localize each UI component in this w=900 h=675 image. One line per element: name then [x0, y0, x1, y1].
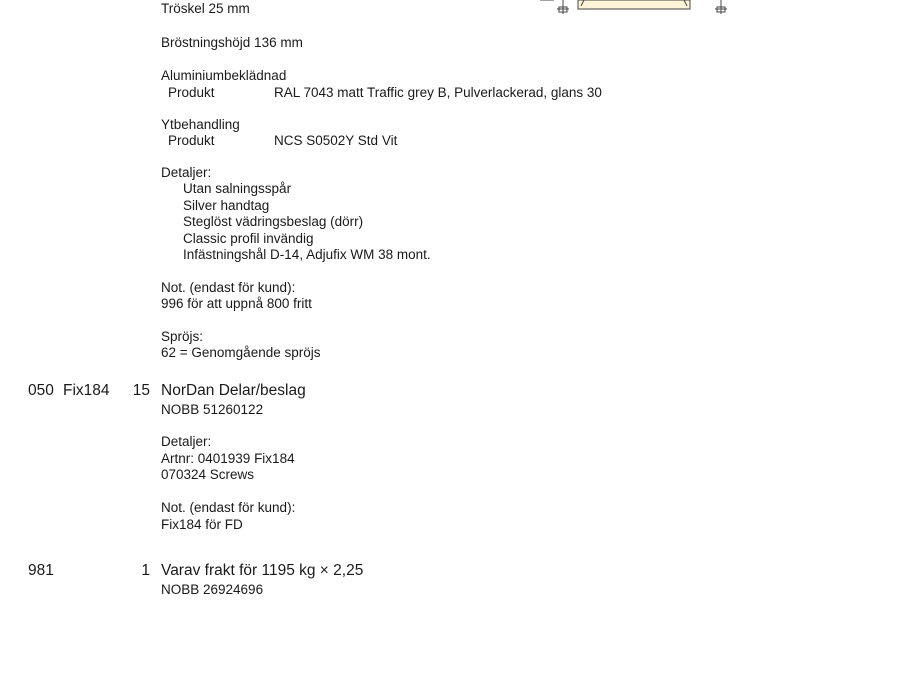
row-position: 981	[28, 562, 54, 579]
row-details-heading: Detaljer:	[161, 434, 212, 449]
row-article: Fix184	[63, 382, 110, 399]
row-quantity: 15	[132, 382, 150, 399]
row-title: NorDan Delar/beslag	[161, 382, 306, 399]
ytbehandling-product-label: Produkt	[168, 133, 215, 148]
brostning-text: Bröstningshöjd 136 mm	[161, 35, 303, 50]
window-frame-bottom	[578, 0, 690, 9]
troskel-text: Tröskel 25 mm	[161, 1, 250, 16]
note-text: 996 för att uppnå 800 fritt	[161, 296, 312, 311]
row-note-text: Fix184 för FD	[161, 517, 243, 532]
row-title: Varav frakt för 1195 kg × 2,25	[161, 562, 364, 579]
dimension-tick-right	[715, 0, 727, 14]
dimension-tick-left	[557, 0, 569, 14]
row-detail-item: 070324 Screws	[161, 467, 255, 482]
detail-item: Silver handtag	[183, 198, 270, 213]
detail-item: Steglöst vädringsbeslag (dörr)	[183, 214, 364, 229]
details-heading: Detaljer:	[161, 165, 212, 180]
row-nobb: NOBB 26924696	[161, 582, 264, 597]
row-detail-item: Artnr: 0401939 Fix184	[161, 451, 295, 466]
detail-item: Infästningshål D-14, Adjufix WM 38 mont.	[183, 247, 431, 262]
aluminium-product-label: Produkt	[168, 85, 215, 100]
aluminium-product-value: RAL 7043 matt Traffic grey B, Pulverlackerad, glans 30	[274, 85, 602, 100]
sprojs-text: 62 = Genomgående spröjs	[161, 345, 321, 360]
row-quantity: 1	[141, 562, 150, 579]
detail-item: Utan salningsspår	[183, 181, 292, 196]
window-drawing-fragment	[540, 0, 740, 20]
row-note-heading: Not. (endast för kund):	[161, 500, 296, 515]
aluminium-heading: Aluminiumbeklädnad	[161, 68, 287, 83]
row-nobb: NOBB 51260122	[161, 402, 264, 417]
detail-item: Classic profil invändig	[183, 231, 314, 246]
ytbehandling-heading: Ytbehandling	[161, 117, 240, 132]
row-position: 050	[28, 382, 54, 399]
ytbehandling-product-value: NCS S0502Y Std Vit	[274, 133, 398, 148]
note-heading: Not. (endast för kund):	[161, 280, 296, 295]
sprojs-heading: Spröjs:	[161, 329, 204, 344]
